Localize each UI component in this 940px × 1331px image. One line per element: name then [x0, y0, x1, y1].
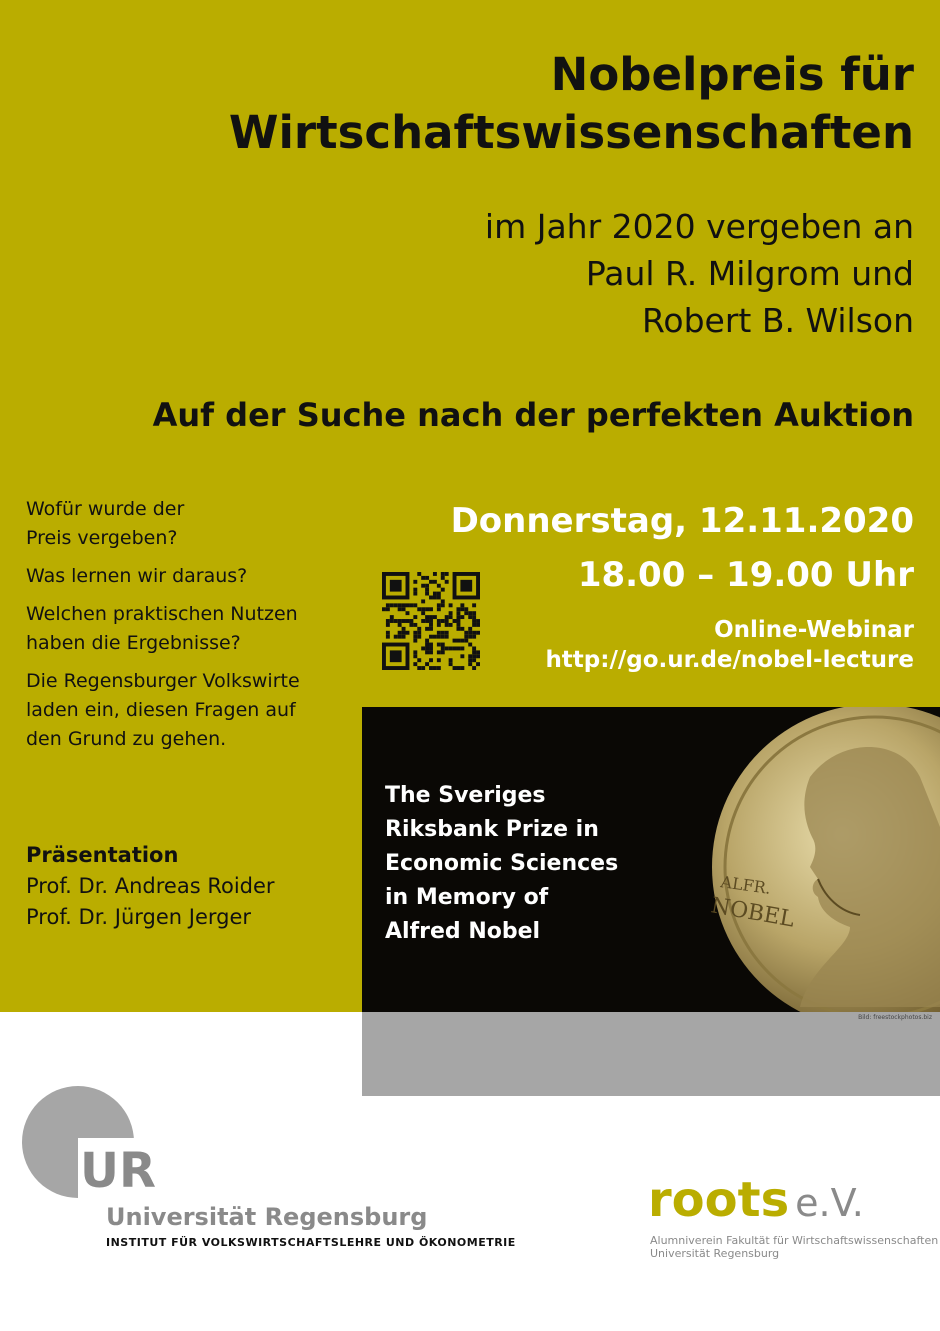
speaker-2: Prof. Dr. Jürgen Jerger: [26, 905, 252, 929]
image-credit: Bild: freestockphotos.biz: [858, 1014, 932, 1021]
laureate-1: Paul R. Milgrom und: [585, 254, 914, 293]
grey-band: [362, 1012, 940, 1096]
speaker-1: Prof. Dr. Andreas Roider: [26, 874, 275, 898]
medal-inscription-2: NOBEL: [708, 893, 797, 933]
event-datetime: [451, 494, 914, 602]
alumni-line-1: Alumniverein Fakultät für Wirtschaftswissenschaften: [650, 1234, 939, 1247]
poster-title: [229, 46, 914, 162]
laureates-block: [485, 203, 914, 344]
prize-line-5: Alfred Nobel: [385, 919, 541, 944]
prize-line-2: Riksbank Prize in: [385, 817, 599, 842]
institute-name: INSTITUT FÜR VOLKSWIRTSCHAFTSLEHRE UND ÖKONOMETRIE: [106, 1236, 516, 1249]
title-line-2: Wirtschaftswissenschaften: [228, 106, 914, 159]
question-1: Wofür wurde der Preis vergeben?: [26, 498, 185, 549]
question-2: Was lernen wir daraus?: [26, 565, 248, 587]
qr-code[interactable]: [382, 572, 480, 670]
alumni-line-2: Universität Regensburg: [650, 1247, 780, 1260]
medal-inscription-1: ALFR.: [719, 872, 773, 898]
prize-name: [385, 779, 618, 949]
ur-logo-text: UR: [80, 1143, 156, 1198]
prize-panel: [362, 707, 940, 1012]
invitation-text: Die Regensburger Volkswirte laden ein, diesen Fragen auf den Grund zu gehen.: [26, 670, 300, 750]
webinar-url-link[interactable]: http://go.ur.de/nobel-lecture: [545, 647, 914, 673]
webinar-info: [545, 615, 914, 675]
lecture-subtitle: Auf der Suche nach der perfekten Auktion: [152, 396, 914, 434]
prize-line-1: The Sveriges: [385, 783, 546, 808]
prize-line-4: in Memory of: [385, 885, 549, 910]
questions-block: [26, 495, 346, 763]
alumni-association: [650, 1234, 938, 1260]
laureate-2: Robert B. Wilson: [641, 301, 914, 340]
webinar-format: Online-Webinar: [714, 617, 914, 643]
roots-wordmark: roots: [648, 1172, 790, 1228]
event-date: Donnerstag, 12.11.2020: [450, 501, 914, 541]
roots-logo: [648, 1172, 864, 1231]
presentation-heading: Präsentation: [26, 843, 179, 867]
university-name: Universität Regensburg: [106, 1203, 428, 1231]
presentation-block: [26, 840, 275, 933]
title-line-1: Nobelpreis für: [550, 48, 914, 101]
roots-ev: e.V.: [795, 1181, 864, 1225]
prize-line-3: Economic Sciences: [385, 851, 619, 876]
nobel-medal-image: [700, 707, 940, 1012]
event-time: 18.00 – 19.00 Uhr: [577, 555, 914, 595]
question-3: Welchen praktischen Nutzen haben die Ergebnisse?: [26, 603, 298, 654]
award-year-line: im Jahr 2020 vergeben an: [484, 207, 914, 246]
ur-logo: [22, 1086, 172, 1198]
